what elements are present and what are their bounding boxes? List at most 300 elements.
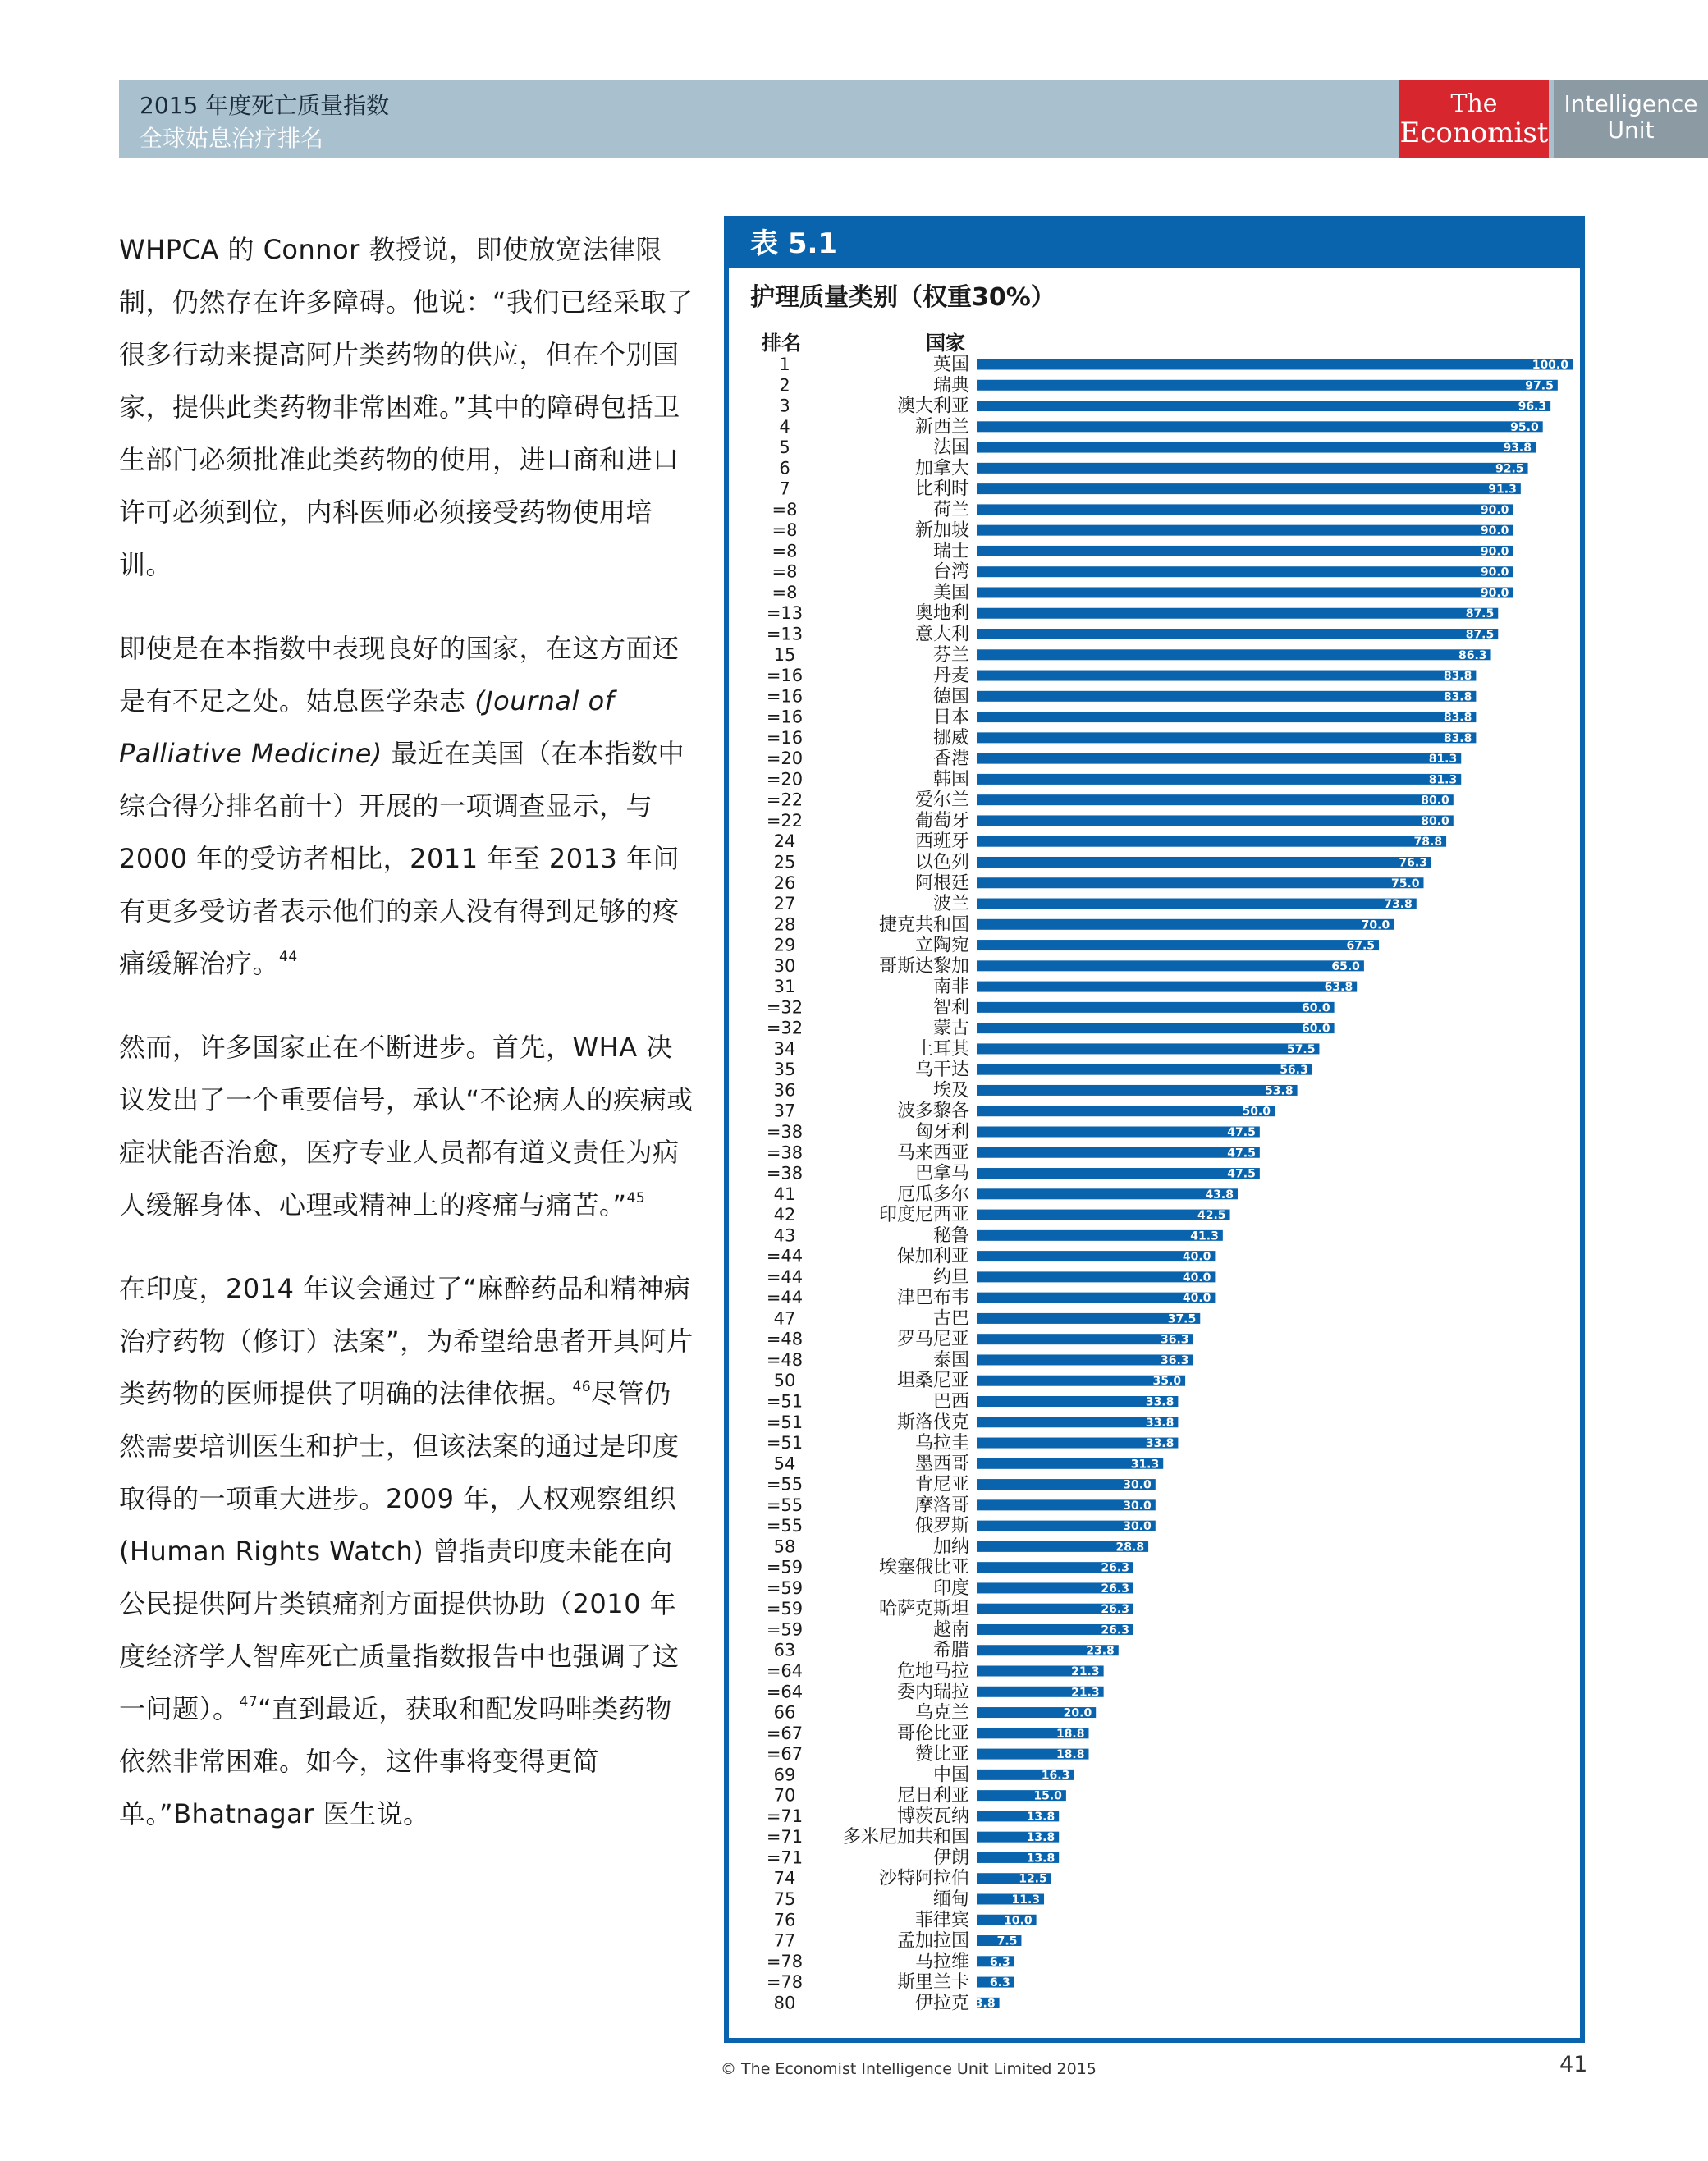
bar-value-label: 41.3 [1190, 1229, 1219, 1243]
country-label: 斯里兰卡 [896, 1972, 969, 1994]
bar-value-label: 36.3 [1160, 1353, 1189, 1367]
country-label: 巴拿马 [914, 1163, 969, 1184]
unit-line-1: Intelligence [1564, 90, 1698, 117]
country-label: 蒙古 [932, 1018, 969, 1039]
rank-label: =44 [766, 1266, 804, 1287]
rank-label: =55 [766, 1474, 804, 1495]
country-label: 伊拉克 [914, 1993, 969, 2014]
rank-label: 24 [773, 831, 796, 852]
bar-value-label: 18.8 [1055, 1748, 1085, 1762]
bar [977, 1064, 1312, 1078]
bar-value-label: 57.5 [1286, 1042, 1316, 1056]
rank-label: =13 [766, 624, 804, 644]
bar [977, 504, 1513, 515]
rank-label: =38 [766, 1121, 804, 1142]
rank-label: =20 [766, 769, 804, 790]
rank-label: =16 [766, 727, 804, 748]
bar-value-label: 15.0 [1033, 1789, 1062, 1803]
bar-value-label: 26.3 [1101, 1623, 1129, 1637]
paragraph-3 [119, 1021, 694, 1231]
rank-label: 66 [773, 1702, 796, 1723]
bar [977, 421, 1543, 432]
country-label: 希腊 [932, 1640, 969, 1661]
bar-value-label: 16.3 [1041, 1769, 1070, 1783]
bar-value-label: 78.8 [1413, 836, 1443, 849]
country-label: 西班牙 [914, 831, 969, 853]
country-label: 奥地利 [914, 603, 969, 625]
rank-label: =32 [766, 997, 804, 1018]
paragraph-4-text-a: 在印度，2014 年议会通过了“麻醉药品和精神病治疗药物（修订）法案”，为希望给患者开具阿片类药物的医师提供了明确的法律依据。 [119, 1273, 694, 1409]
country-label: 危地马拉 [896, 1661, 969, 1683]
rank-label: =55 [766, 1495, 804, 1515]
country-label: 芬兰 [932, 644, 969, 666]
bar-value-label: 28.8 [1115, 1541, 1145, 1554]
bar-value-label: 47.5 [1227, 1167, 1256, 1181]
country-label: 乌拉圭 [914, 1433, 969, 1454]
bar-value-label: 80.0 [1421, 794, 1449, 808]
rank-label: 70 [773, 1785, 796, 1806]
country-label: 泰国 [932, 1349, 969, 1371]
bar-value-label: 90.0 [1480, 524, 1509, 538]
country-label: 波多黎各 [896, 1101, 969, 1122]
bar [977, 1271, 1215, 1282]
rank-label: =16 [766, 707, 804, 727]
bar-value-label: 81.3 [1428, 773, 1458, 787]
rank-label: =67 [766, 1744, 804, 1765]
bar-value-label: 13.8 [1026, 1831, 1055, 1845]
rank-label: =55 [766, 1516, 804, 1536]
paragraph-2-text-c: 最近在美国（在本指数中综合得分排名前十）开展的一项调查显示，与 2000 年的受访者相比，2011 年至 2013 年间有更多受访者表示他们的亲人没有得到足够的疼痛缓解治疗。 [119, 738, 685, 979]
country-label: 瑞士 [932, 541, 969, 562]
paragraph-1 [119, 223, 694, 591]
bar-value-label: 92.5 [1495, 462, 1524, 476]
bar-value-label: 100.0 [1532, 359, 1568, 372]
rank-label: =48 [766, 1349, 804, 1370]
bar-value-label: 87.5 [1465, 607, 1495, 621]
rank-label: =8 [772, 582, 798, 602]
country-label: 埃塞俄比亚 [878, 1557, 969, 1578]
rank-label: 35 [773, 1060, 796, 1080]
rank-label: 50 [773, 1371, 796, 1391]
bar [977, 898, 1417, 912]
country-label: 秘鲁 [932, 1225, 969, 1247]
rank-label: =8 [772, 561, 798, 582]
bar-value-label: 6.3 [989, 1955, 1010, 1969]
paragraph-4-text-c: “直到最近，获取和配发吗啡类药物依然非常困难。如今，这件事将变得更简单。”Bhatnagar 医生说。 [119, 1693, 672, 1829]
economist-logo [1399, 80, 1549, 158]
rank-label: =71 [766, 1827, 804, 1847]
body-text-column [119, 223, 694, 1871]
bar [977, 545, 1513, 559]
country-label: 捷克共和国 [878, 914, 969, 936]
paragraph-4-text-b: 尽管仍然需要培训医生和护士，但该法案的通过是印度取得的一项重大进步。2009 年，人权观察组织 (Human Rights Watch) 曾指责印度未能在向公民提供阿片类镇痛剂方面提供协助（2010 年度经济学人智库死亡质量指数报告中也强调了这一问题）。 [119, 1378, 680, 1724]
rank-label: 58 [773, 1536, 796, 1557]
intelligence-unit-logo [1554, 80, 1708, 158]
country-label: 尼日利亚 [896, 1785, 969, 1806]
rank-label: =8 [772, 499, 798, 520]
rank-label: 75 [773, 1889, 796, 1909]
country-label: 缅甸 [932, 1889, 969, 1910]
country-label: 马拉维 [914, 1951, 969, 1972]
rank-label: =38 [766, 1142, 804, 1163]
country-label: 法国 [932, 437, 969, 459]
bar [977, 1002, 1335, 1013]
bar-value-label: 83.8 [1443, 670, 1472, 684]
rank-label: 30 [773, 955, 796, 976]
country-label: 斯洛伐克 [896, 1412, 969, 1433]
bar-value-label: 93.8 [1503, 442, 1532, 456]
rank-label: 4 [779, 416, 790, 437]
logo-line-2: Economist [1399, 117, 1549, 149]
bar [977, 566, 1513, 577]
bar [977, 1043, 1319, 1054]
bar [977, 815, 1454, 826]
country-label: 博茨瓦纳 [896, 1806, 969, 1827]
rank-label: 5 [779, 437, 790, 458]
country-label: 比利时 [914, 478, 969, 500]
country-label: 韩国 [932, 769, 969, 790]
bar-value-label: 90.0 [1480, 545, 1509, 559]
country-label: 沙特阿拉伯 [878, 1868, 969, 1889]
country-label: 坦桑尼亚 [896, 1371, 969, 1392]
bar [977, 463, 1528, 474]
country-label: 意大利 [914, 624, 969, 645]
country-label: 津巴布韦 [896, 1288, 969, 1309]
country-label: 俄罗斯 [914, 1516, 969, 1537]
bar [977, 919, 1394, 930]
bar [977, 1313, 1200, 1324]
bar [977, 525, 1513, 536]
rank-label: 80 [773, 1993, 796, 2013]
bar-value-label: 6.3 [989, 1976, 1010, 1990]
rank-label: 41 [773, 1184, 796, 1204]
paragraph-2-text-a: 即使是在本指数中表现良好的国家，在这方面还是有不足之处。姑息医学杂志 [119, 633, 680, 717]
rank-label: 36 [773, 1080, 796, 1101]
bar-value-label: 36.3 [1160, 1333, 1189, 1347]
country-label: 土耳其 [914, 1038, 969, 1060]
bar-value-label: 13.8 [1026, 1852, 1055, 1866]
page-number: 41 [1559, 2052, 1588, 2077]
bar-value-label: 70.0 [1361, 918, 1390, 932]
country-label: 哥斯达黎加 [878, 955, 969, 977]
bar [977, 608, 1498, 619]
bar-value-label: 42.5 [1197, 1209, 1226, 1223]
country-label: 罗马尼亚 [896, 1329, 969, 1350]
footnote-ref-45: 45 [626, 1190, 646, 1206]
bar [977, 401, 1550, 411]
rank-label: =78 [766, 1972, 804, 1993]
rank-label: 74 [773, 1868, 796, 1889]
rank-label: 47 [773, 1308, 796, 1329]
rank-label: =78 [766, 1951, 804, 1971]
rank-label: 34 [773, 1038, 796, 1059]
country-label: 瑞典 [932, 375, 969, 396]
bar-value-label: 7.5 [996, 1934, 1018, 1948]
bar-value-label: 11.3 [1011, 1893, 1041, 1907]
bar [977, 629, 1498, 639]
bar-value-label: 67.5 [1346, 939, 1376, 953]
unit-line-2: Unit [1607, 117, 1655, 144]
country-label: 肯尼亚 [914, 1474, 969, 1495]
bar-value-label: 40.0 [1182, 1292, 1211, 1306]
rank-label: =64 [766, 1682, 804, 1702]
bar-value-label: 37.5 [1167, 1312, 1197, 1326]
bar [977, 1230, 1223, 1241]
footnote-ref-46: 46 [572, 1379, 592, 1395]
paragraph-3-text: 然而，许多国家正在不断进步。首先，WHA 决议发出了一个重要信号，承认“不论病人的疾病或症状能否治愈，医疗专业人员都有道义责任为病人缓解身体、心理或精神上的疼痛与痛苦。” [119, 1032, 694, 1220]
rank-label: 54 [773, 1454, 796, 1474]
paragraph-1-text: WHPCA 的 Connor 教授说，即使放宽法律限制，仍然存在许多障碍。他说：“我们已经采取了很多行动来提高阿片类药物的供应，但在个别国家，提供此类药物非常困难。”其中的障碍包括卫生部门必须批准此类药物的使用，进口商和进口许可必须到位，内科医师必须接受药物使用培训。 [119, 234, 694, 580]
bar-value-label: 30.0 [1123, 1520, 1152, 1534]
paragraph-4 [119, 1262, 694, 1840]
bar-value-label: 87.5 [1465, 628, 1495, 642]
country-label: 美国 [932, 582, 969, 603]
bar-value-label: 83.8 [1443, 711, 1472, 725]
rank-label: =51 [766, 1412, 804, 1432]
bar [977, 940, 1379, 950]
country-label: 孟加拉国 [896, 1930, 969, 1952]
bar-value-label: 96.3 [1518, 400, 1547, 414]
country-label: 荷兰 [932, 499, 969, 520]
bar-value-label: 23.8 [1086, 1644, 1115, 1658]
rank-label: =44 [766, 1246, 804, 1266]
rank-label: =32 [766, 1018, 804, 1038]
country-label: 乌克兰 [914, 1702, 969, 1724]
bar-value-label: 33.8 [1145, 1395, 1175, 1409]
bar-value-label: 10.0 [1004, 1914, 1033, 1928]
bar [977, 836, 1446, 847]
rank-label: 2 [779, 375, 790, 396]
rank-label: =64 [766, 1661, 804, 1682]
rank-label: =71 [766, 1847, 804, 1868]
rank-label: 77 [773, 1930, 796, 1951]
bar [977, 774, 1461, 785]
bar [977, 1168, 1260, 1179]
ranking-bar-chart [729, 221, 1580, 2038]
bar [977, 1251, 1215, 1261]
bar [977, 359, 1573, 370]
rank-label: =59 [766, 1557, 804, 1577]
country-label: 摩洛哥 [914, 1495, 969, 1516]
rank-label: 43 [773, 1225, 796, 1246]
country-label: 哈萨克斯坦 [878, 1599, 969, 1620]
bar [977, 483, 1521, 494]
bar-value-label: 43.8 [1205, 1188, 1234, 1202]
bar-value-label: 50.0 [1242, 1105, 1271, 1119]
bar-value-label: 65.0 [1331, 959, 1360, 973]
copyright-notice: © The Economist Intelligence Unit Limited 2015 [721, 2060, 1097, 2078]
country-column-header: 国家 [926, 332, 965, 355]
bar-value-label: 20.0 [1063, 1706, 1092, 1720]
country-label: 菲律宾 [914, 1910, 969, 1931]
rank-label: 37 [773, 1101, 796, 1121]
bar-value-label: 30.0 [1123, 1478, 1152, 1492]
journal-name: (Journal of Palliative Medicine) [119, 685, 615, 769]
rank-label: 3 [779, 396, 790, 416]
bar-value-label: 13.8 [1026, 1810, 1055, 1824]
country-label: 赞比亚 [914, 1744, 969, 1765]
bar [977, 857, 1431, 868]
country-label: 匈牙利 [914, 1121, 969, 1142]
country-label: 埃及 [932, 1080, 969, 1101]
bar [977, 794, 1454, 805]
bar [977, 587, 1513, 597]
bar-value-label: 21.3 [1071, 1686, 1100, 1700]
country-label: 哥伦比亚 [896, 1723, 969, 1744]
rank-label: 76 [773, 1910, 796, 1930]
rank-label: =16 [766, 666, 804, 686]
country-label: 新西兰 [914, 416, 969, 437]
rank-label: =22 [766, 810, 804, 831]
bar [977, 1126, 1260, 1137]
header-band [119, 80, 1698, 158]
bar [977, 877, 1424, 888]
bar-value-label: 30.0 [1123, 1499, 1152, 1513]
country-label: 香港 [932, 749, 969, 770]
country-label: 爱尔兰 [914, 790, 969, 811]
country-label: 葡萄牙 [914, 810, 969, 831]
country-label: 澳大利亚 [896, 396, 969, 417]
country-label: 加拿大 [914, 458, 969, 479]
country-label: 约旦 [932, 1266, 969, 1288]
country-label: 越南 [932, 1619, 969, 1641]
country-label: 丹麦 [932, 666, 969, 687]
bar-value-label: 97.5 [1525, 379, 1554, 393]
bar-value-label: 73.8 [1384, 898, 1413, 912]
bar [977, 981, 1357, 995]
table-5-1 [724, 216, 1585, 2043]
country-label: 挪威 [932, 727, 969, 749]
rank-label: =48 [766, 1329, 804, 1349]
bar-value-label: 47.5 [1227, 1125, 1256, 1139]
bar-value-label: 12.5 [1019, 1872, 1047, 1886]
country-label: 伊朗 [932, 1847, 969, 1869]
bar [977, 712, 1476, 722]
bar-value-label: 26.3 [1101, 1561, 1129, 1575]
bar-value-label: 90.0 [1480, 503, 1509, 517]
rank-label: =51 [766, 1391, 804, 1412]
rank-label: 29 [773, 935, 796, 955]
bar [977, 753, 1461, 767]
country-label: 立陶宛 [914, 935, 969, 956]
bar-value-label: 47.5 [1227, 1147, 1256, 1161]
bar [977, 1188, 1238, 1199]
bar [977, 1292, 1215, 1306]
footnote-ref-47: 47 [239, 1694, 259, 1710]
rank-label: =22 [766, 790, 804, 810]
bar-value-label: 86.3 [1458, 648, 1487, 662]
bar-value-label: 90.0 [1480, 565, 1509, 579]
rank-label: 63 [773, 1640, 796, 1660]
country-label: 中国 [932, 1765, 969, 1786]
rank-label: 6 [779, 458, 790, 478]
report-subtitle: 全球姑息治疗排名 [140, 125, 324, 152]
rank-label: =8 [772, 541, 798, 561]
bar-value-label: 31.3 [1130, 1458, 1160, 1472]
bar [977, 1085, 1298, 1096]
rank-label: =38 [766, 1163, 804, 1184]
country-label: 墨西哥 [914, 1454, 969, 1475]
rank-label: =20 [766, 749, 804, 769]
bar-value-label: 91.3 [1488, 483, 1517, 497]
country-label: 印度 [932, 1577, 969, 1599]
report-title: 2015 年度死亡质量指数 [140, 92, 390, 119]
country-label: 新加坡 [914, 520, 969, 542]
country-label: 南非 [932, 977, 969, 998]
bar-value-label: 60.0 [1302, 1001, 1330, 1015]
bar-value-label: 75.0 [1390, 877, 1420, 890]
country-label: 巴西 [932, 1391, 969, 1412]
rank-label: 25 [773, 852, 796, 872]
country-label: 乌干达 [914, 1060, 969, 1081]
bar [977, 1147, 1260, 1161]
bar [977, 380, 1558, 391]
rank-label: =59 [766, 1599, 804, 1619]
rank-label: 28 [773, 914, 796, 935]
bar-value-label: 18.8 [1055, 1727, 1085, 1741]
bar-value-label: 63.8 [1324, 981, 1353, 995]
bar-value-label: 90.0 [1480, 586, 1509, 600]
bar [977, 732, 1476, 743]
country-label: 厄瓜多尔 [896, 1184, 969, 1205]
table-label: 表 5.1 [729, 221, 1580, 268]
bar-value-label: 3.8 [974, 1997, 996, 2011]
country-label: 阿根廷 [914, 872, 969, 894]
bar-value-label: 40.0 [1182, 1250, 1211, 1264]
country-label: 智利 [932, 997, 969, 1019]
rank-label: =51 [766, 1433, 804, 1454]
bar [977, 691, 1476, 702]
rank-label: =59 [766, 1577, 804, 1598]
bar-value-label: 26.3 [1101, 1582, 1129, 1596]
rank-label: 1 [779, 355, 790, 374]
bar [977, 1209, 1230, 1223]
bar-value-label: 35.0 [1152, 1375, 1182, 1389]
rank-label: 69 [773, 1765, 796, 1785]
paragraph-2 [119, 622, 694, 990]
rank-label: =16 [766, 686, 804, 707]
footnote-ref-44: 44 [279, 949, 298, 965]
bar-value-label: 95.0 [1510, 420, 1539, 434]
country-label: 古巴 [932, 1308, 969, 1330]
bar-value-label: 83.8 [1443, 731, 1472, 745]
bar-value-label: 40.0 [1182, 1271, 1211, 1284]
bar-value-label: 33.8 [1145, 1416, 1175, 1430]
bar-value-label: 56.3 [1280, 1064, 1308, 1078]
bar-value-label: 60.0 [1302, 1022, 1330, 1036]
bar [977, 649, 1491, 660]
rank-label: =13 [766, 603, 804, 624]
country-label: 德国 [932, 686, 969, 707]
bar-value-label: 26.3 [1101, 1603, 1129, 1617]
rank-label: 27 [773, 894, 796, 914]
rank-label: 15 [773, 644, 796, 665]
rank-label: 42 [773, 1205, 796, 1225]
country-label: 多米尼加共和国 [842, 1827, 969, 1848]
rank-label: =71 [766, 1806, 804, 1826]
country-label: 以色列 [914, 852, 969, 873]
bar [977, 960, 1364, 971]
rank-label: 31 [773, 977, 796, 997]
country-label: 委内瑞拉 [896, 1682, 969, 1703]
bar-value-label: 83.8 [1443, 690, 1472, 704]
bar-value-label: 76.3 [1399, 856, 1427, 870]
bar-value-label: 81.3 [1428, 753, 1458, 767]
logo-line-1: The [1450, 89, 1498, 118]
bar [977, 1023, 1335, 1033]
rank-label: 7 [779, 478, 790, 499]
rank-label: =8 [772, 520, 798, 541]
